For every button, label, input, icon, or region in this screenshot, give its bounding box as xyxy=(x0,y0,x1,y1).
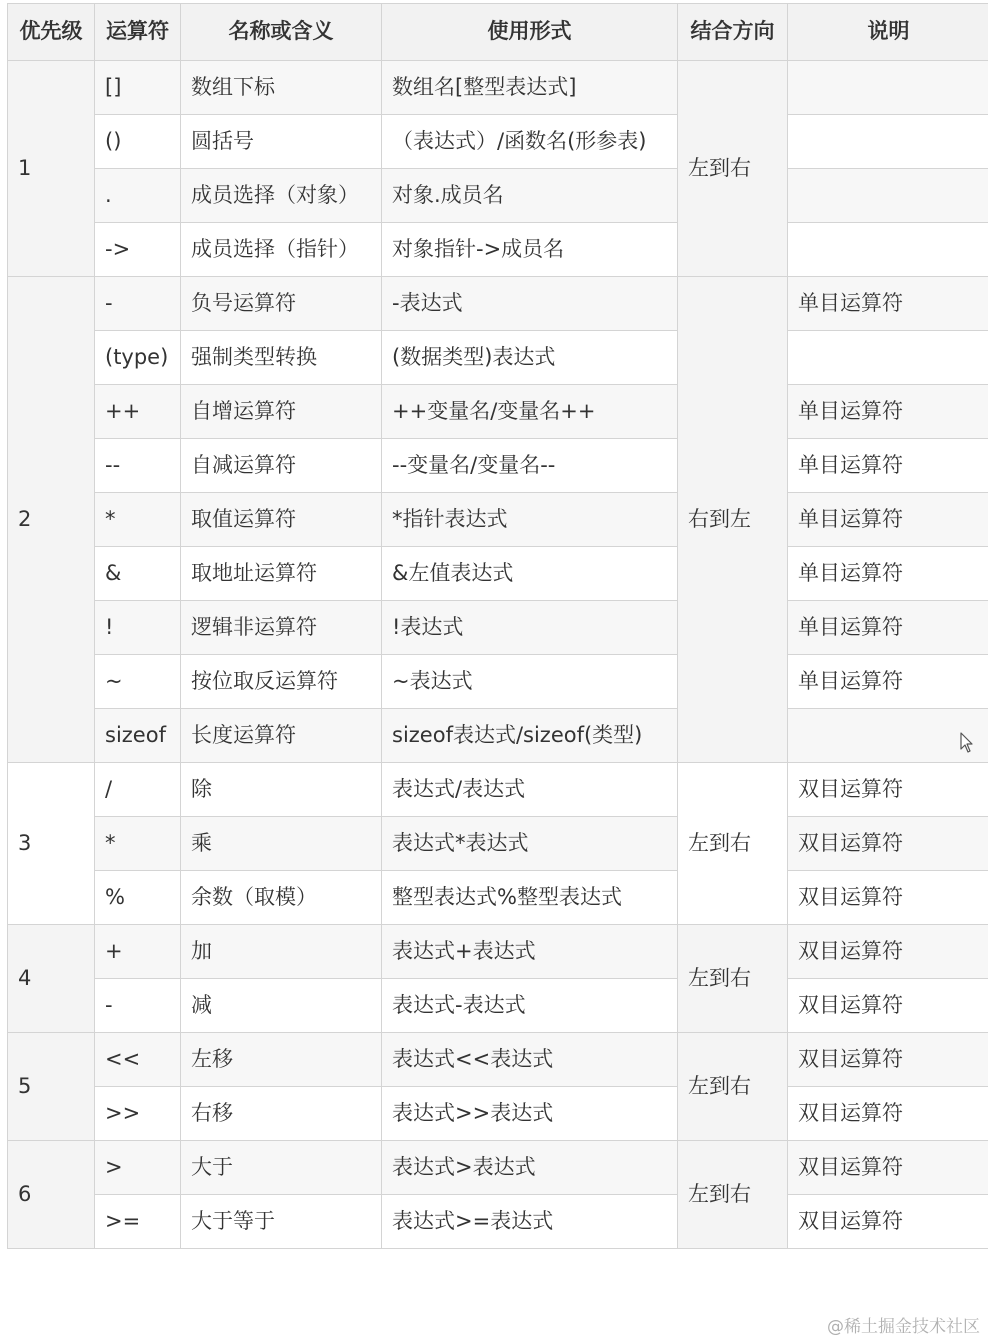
note-cell: 单目运算符 xyxy=(788,439,988,493)
table-row xyxy=(8,601,988,655)
name-cell: 成员选择（指针） xyxy=(181,223,382,277)
name-cell: 取地址运算符 xyxy=(181,547,382,601)
priority-cell: 6 xyxy=(8,1141,95,1249)
name-cell: 成员选择（对象） xyxy=(181,169,382,223)
note-cell: 双目运算符 xyxy=(788,1195,988,1249)
name-cell: 自增运算符 xyxy=(181,385,382,439)
table-row xyxy=(8,871,988,925)
name-cell: 左移 xyxy=(181,1033,382,1087)
usage-cell: 表达式>=表达式 xyxy=(382,1195,678,1249)
name-cell: 大于 xyxy=(181,1141,382,1195)
name-cell: 负号运算符 xyxy=(181,277,382,331)
note-cell: 双目运算符 xyxy=(788,763,988,817)
usage-cell: 表达式>>表达式 xyxy=(382,1087,678,1141)
name-cell: 除 xyxy=(181,763,382,817)
operator-cell: << xyxy=(95,1033,181,1087)
header-note: 说明 xyxy=(788,4,988,61)
table-row xyxy=(8,1195,988,1249)
name-cell: 右移 xyxy=(181,1087,382,1141)
table-body xyxy=(8,61,988,1249)
operator-cell: > xyxy=(95,1141,181,1195)
note-cell xyxy=(788,115,988,169)
name-cell: 按位取反运算符 xyxy=(181,655,382,709)
table-row xyxy=(8,331,988,385)
operator-cell: >> xyxy=(95,1087,181,1141)
table-row xyxy=(8,979,988,1033)
operator-cell: (type) xyxy=(95,331,181,385)
header-usage: 使用形式 xyxy=(382,4,678,61)
operator-cell: ++ xyxy=(95,385,181,439)
header-operator: 运算符 xyxy=(95,4,181,61)
note-cell: 单目运算符 xyxy=(788,655,988,709)
usage-cell: &左值表达式 xyxy=(382,547,678,601)
note-cell xyxy=(788,169,988,223)
table-row xyxy=(8,763,988,817)
usage-cell: !表达式 xyxy=(382,601,678,655)
operator-cell: + xyxy=(95,925,181,979)
note-cell: 双目运算符 xyxy=(788,1141,988,1195)
priority-cell: 1 xyxy=(8,61,95,277)
watermark: @稀土掘金技术社区 xyxy=(827,1317,980,1337)
header-row xyxy=(8,4,988,61)
note-cell xyxy=(788,223,988,277)
direction-cell: 左到右 xyxy=(678,925,788,1033)
usage-cell: 表达式>表达式 xyxy=(382,1141,678,1195)
table-row xyxy=(8,223,988,277)
header-priority: 优先级 xyxy=(8,4,95,61)
direction-cell: 左到右 xyxy=(678,763,788,925)
usage-cell: 表达式+表达式 xyxy=(382,925,678,979)
operator-cell: -- xyxy=(95,439,181,493)
note-cell xyxy=(788,61,988,115)
usage-cell: *指针表达式 xyxy=(382,493,678,547)
table-row xyxy=(8,1141,988,1195)
note-cell: 双目运算符 xyxy=(788,1033,988,1087)
direction-cell: 左到右 xyxy=(678,1033,788,1141)
note-cell: 双目运算符 xyxy=(788,817,988,871)
direction-cell: 左到右 xyxy=(678,1141,788,1249)
name-cell: 取值运算符 xyxy=(181,493,382,547)
usage-cell: -表达式 xyxy=(382,277,678,331)
note-cell: 双目运算符 xyxy=(788,1087,988,1141)
table-row xyxy=(8,547,988,601)
name-cell: 自减运算符 xyxy=(181,439,382,493)
table-row xyxy=(8,61,988,115)
operator-cell: - xyxy=(95,979,181,1033)
priority-cell: 4 xyxy=(8,925,95,1033)
note-cell xyxy=(788,331,988,385)
name-cell: 长度运算符 xyxy=(181,709,382,763)
usage-cell: 表达式/表达式 xyxy=(382,763,678,817)
table-row xyxy=(8,439,988,493)
table-row xyxy=(8,277,988,331)
name-cell: 数组下标 xyxy=(181,61,382,115)
note-cell: 双目运算符 xyxy=(788,979,988,1033)
name-cell: 减 xyxy=(181,979,382,1033)
operator-cell: * xyxy=(95,817,181,871)
operator-cell: ~ xyxy=(95,655,181,709)
name-cell: 乘 xyxy=(181,817,382,871)
usage-cell: （表达式）/函数名(形参表) xyxy=(382,115,678,169)
priority-cell: 3 xyxy=(8,763,95,925)
note-cell: 单目运算符 xyxy=(788,493,988,547)
note-cell: 双目运算符 xyxy=(788,925,988,979)
header-name: 名称或含义 xyxy=(181,4,382,61)
note-cell: 单目运算符 xyxy=(788,277,988,331)
name-cell: 圆括号 xyxy=(181,115,382,169)
usage-cell: 表达式<<表达式 xyxy=(382,1033,678,1087)
direction-cell: 右到左 xyxy=(678,277,788,763)
operator-cell: [] xyxy=(95,61,181,115)
operator-cell: * xyxy=(95,493,181,547)
priority-cell: 5 xyxy=(8,1033,95,1141)
table-row xyxy=(8,925,988,979)
usage-cell: --变量名/变量名-- xyxy=(382,439,678,493)
usage-cell: 数组名[整型表达式] xyxy=(382,61,678,115)
note-cell: 单目运算符 xyxy=(788,385,988,439)
usage-cell: sizeof表达式/sizeof(类型) xyxy=(382,709,678,763)
operator-cell: - xyxy=(95,277,181,331)
table-row xyxy=(8,1033,988,1087)
usage-cell: 整型表达式%整型表达式 xyxy=(382,871,678,925)
name-cell: 强制类型转换 xyxy=(181,331,382,385)
table-row xyxy=(8,493,988,547)
mouse-pointer-icon xyxy=(960,732,974,754)
table-row xyxy=(8,169,988,223)
usage-cell: (数据类型)表达式 xyxy=(382,331,678,385)
note-cell: 双目运算符 xyxy=(788,871,988,925)
table-row xyxy=(8,1087,988,1141)
direction-cell: 左到右 xyxy=(678,61,788,277)
operator-cell: >= xyxy=(95,1195,181,1249)
note-cell: 单目运算符 xyxy=(788,547,988,601)
operator-cell: -> xyxy=(95,223,181,277)
table-row xyxy=(8,385,988,439)
operator-cell: () xyxy=(95,115,181,169)
usage-cell: 表达式-表达式 xyxy=(382,979,678,1033)
usage-cell: ~表达式 xyxy=(382,655,678,709)
operator-cell: sizeof xyxy=(95,709,181,763)
name-cell: 加 xyxy=(181,925,382,979)
usage-cell: ++变量名/变量名++ xyxy=(382,385,678,439)
usage-cell: 对象.成员名 xyxy=(382,169,678,223)
note-cell xyxy=(788,709,988,763)
table-row xyxy=(8,709,988,763)
name-cell: 余数（取模） xyxy=(181,871,382,925)
table-row xyxy=(8,115,988,169)
operator-cell: ! xyxy=(95,601,181,655)
operator-cell: / xyxy=(95,763,181,817)
note-cell: 单目运算符 xyxy=(788,601,988,655)
usage-cell: 表达式*表达式 xyxy=(382,817,678,871)
name-cell: 逻辑非运算符 xyxy=(181,601,382,655)
table-header xyxy=(8,4,988,61)
table-row xyxy=(8,655,988,709)
operator-cell: & xyxy=(95,547,181,601)
operator-cell: % xyxy=(95,871,181,925)
name-cell: 大于等于 xyxy=(181,1195,382,1249)
priority-cell: 2 xyxy=(8,277,95,763)
operator-cell: . xyxy=(95,169,181,223)
usage-cell: 对象指针->成员名 xyxy=(382,223,678,277)
table-row xyxy=(8,817,988,871)
header-direction: 结合方向 xyxy=(678,4,788,61)
operator-precedence-table xyxy=(7,3,988,1249)
